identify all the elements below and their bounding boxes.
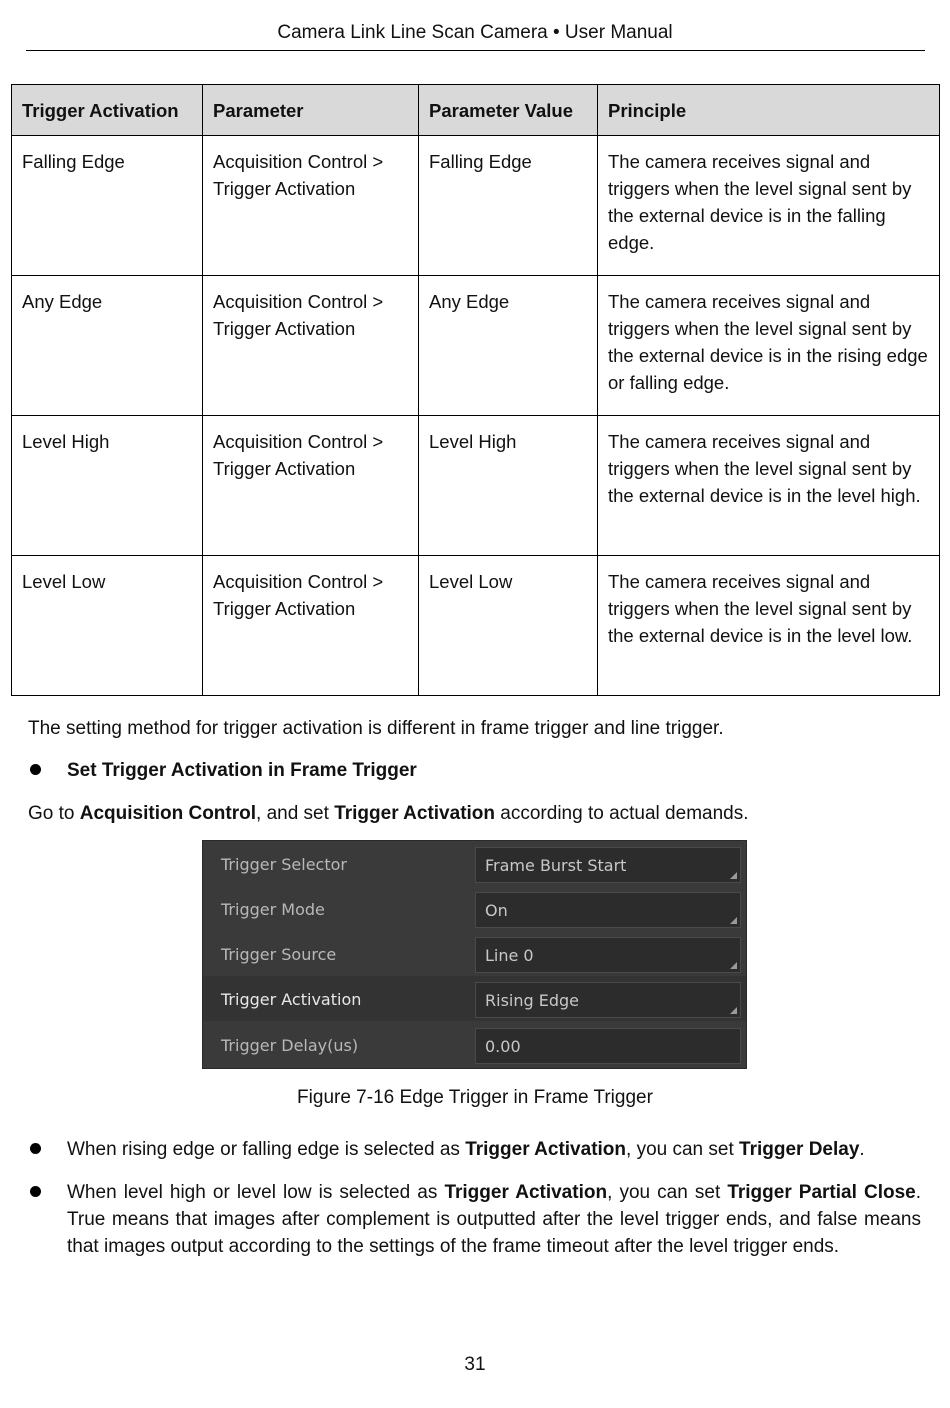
table-cell: The camera receives signal and triggers when the level signal sent by the external device is in the falling edge. xyxy=(598,136,940,276)
column-header: Trigger Activation xyxy=(12,85,203,136)
figure-caption: Figure 7-16 Edge Trigger in Frame Trigger xyxy=(297,1087,653,1108)
bullet-bold: Trigger Activation xyxy=(444,1182,608,1203)
trigger-activation-table xyxy=(11,84,940,696)
bullet-dot xyxy=(30,764,41,775)
table-cell: The camera receives signal and triggers when the level signal sent by the external device is in the rising edge or falling edge. xyxy=(598,276,940,416)
trigger-activation-dropdown[interactable] xyxy=(475,982,741,1018)
table-cell: Level High xyxy=(12,416,203,556)
bullet-dot xyxy=(30,1186,41,1197)
table-cell: The camera receives signal and triggers when the level signal sent by the external device is in the level low. xyxy=(598,556,940,696)
trigger-mode-value: On xyxy=(485,901,508,920)
bullet-edge-trigger xyxy=(67,1136,921,1163)
bullet-bold: Trigger Activation xyxy=(465,1139,627,1160)
table-header-row xyxy=(12,85,940,136)
trigger-mode-row xyxy=(203,886,746,931)
trigger-mode-label: Trigger Mode xyxy=(221,900,325,919)
table-row xyxy=(12,416,940,556)
running-header: Camera Link Line Scan Camera • User Manual xyxy=(277,22,673,43)
trigger-settings-screenshot xyxy=(202,840,747,1069)
table-cell: Level High xyxy=(419,416,598,556)
bullet-text: , you can set xyxy=(626,1139,740,1160)
bullet-text: When rising edge or falling edge is selected as xyxy=(67,1139,466,1160)
column-header: Parameter xyxy=(203,85,419,136)
column-header: Parameter Value xyxy=(419,85,598,136)
table-row xyxy=(12,556,940,696)
table-cell: Level Low xyxy=(12,556,203,696)
trigger-delay-row xyxy=(203,1022,746,1067)
intro-paragraph: The setting method for trigger activation is different in frame trigger and line trigger. xyxy=(28,718,724,739)
trigger-selector-value: Frame Burst Start xyxy=(485,856,627,875)
dropdown-corner-icon xyxy=(730,1007,737,1014)
dropdown-corner-icon xyxy=(730,872,737,879)
table-cell: Any Edge xyxy=(12,276,203,416)
goto-text: according to actual demands. xyxy=(495,803,749,824)
trigger-source-dropdown[interactable] xyxy=(475,937,741,973)
table-cell: Acquisition Control > Trigger Activation xyxy=(203,416,419,556)
trigger-selector-row xyxy=(203,841,746,886)
table-cell: Any Edge xyxy=(419,276,598,416)
column-header: Principle xyxy=(598,85,940,136)
bullet-level-trigger xyxy=(67,1179,921,1260)
bullet-text: , you can set xyxy=(607,1182,728,1203)
dropdown-corner-icon xyxy=(730,962,737,969)
trigger-source-label: Trigger Source xyxy=(221,945,337,964)
trigger-selector-dropdown[interactable] xyxy=(475,847,741,883)
trigger-selector-label: Trigger Selector xyxy=(221,855,347,874)
goto-text: , and set xyxy=(256,803,335,824)
trigger-activation-row xyxy=(203,976,746,1021)
table-cell: Acquisition Control > Trigger Activation xyxy=(203,136,419,276)
trigger-source-value: Line 0 xyxy=(485,946,534,965)
header-rule xyxy=(26,50,925,51)
bullet-text: . True means that images after complement is outputted after the level trigger ends, and false means that images output according to the settings of the frame timeout after the level trigger ends. xyxy=(67,1182,921,1257)
trigger-activation-label: Trigger Activation xyxy=(221,990,362,1009)
table-cell: The camera receives signal and triggers when the level signal sent by the external device is in the level high. xyxy=(598,416,940,556)
bullet-text: When level high or level low is selected as xyxy=(67,1182,445,1203)
trigger-delay-label: Trigger Delay(us) xyxy=(221,1036,359,1055)
table-cell: Falling Edge xyxy=(12,136,203,276)
table-cell: Acquisition Control > Trigger Activation xyxy=(203,276,419,416)
goto-paragraph xyxy=(28,800,749,827)
trigger-delay-value: 0.00 xyxy=(485,1037,521,1056)
trigger-delay-input[interactable] xyxy=(475,1028,741,1064)
table-row xyxy=(12,276,940,416)
page-number: 31 xyxy=(464,1354,486,1375)
bullet-dot xyxy=(30,1143,41,1154)
goto-bold-acquisition: Acquisition Control xyxy=(79,803,257,824)
table-cell: Level Low xyxy=(419,556,598,696)
table-cell: Falling Edge xyxy=(419,136,598,276)
section-heading-text: Set Trigger Activation in Frame Trigger xyxy=(67,760,417,781)
goto-text: Go to xyxy=(28,803,80,824)
goto-bold-trigger: Trigger Activation xyxy=(334,803,496,824)
dropdown-corner-icon xyxy=(730,917,737,924)
bullet-bold: Trigger Partial Close xyxy=(727,1182,916,1203)
trigger-source-row xyxy=(203,931,746,976)
trigger-activation-value: Rising Edge xyxy=(485,991,579,1010)
trigger-mode-dropdown[interactable] xyxy=(475,892,741,928)
table-cell: Acquisition Control > Trigger Activation xyxy=(203,556,419,696)
bullet-text: . xyxy=(859,1139,865,1160)
bullet-bold: Trigger Delay xyxy=(739,1139,860,1160)
table-row xyxy=(12,136,940,276)
section-heading xyxy=(67,757,921,784)
